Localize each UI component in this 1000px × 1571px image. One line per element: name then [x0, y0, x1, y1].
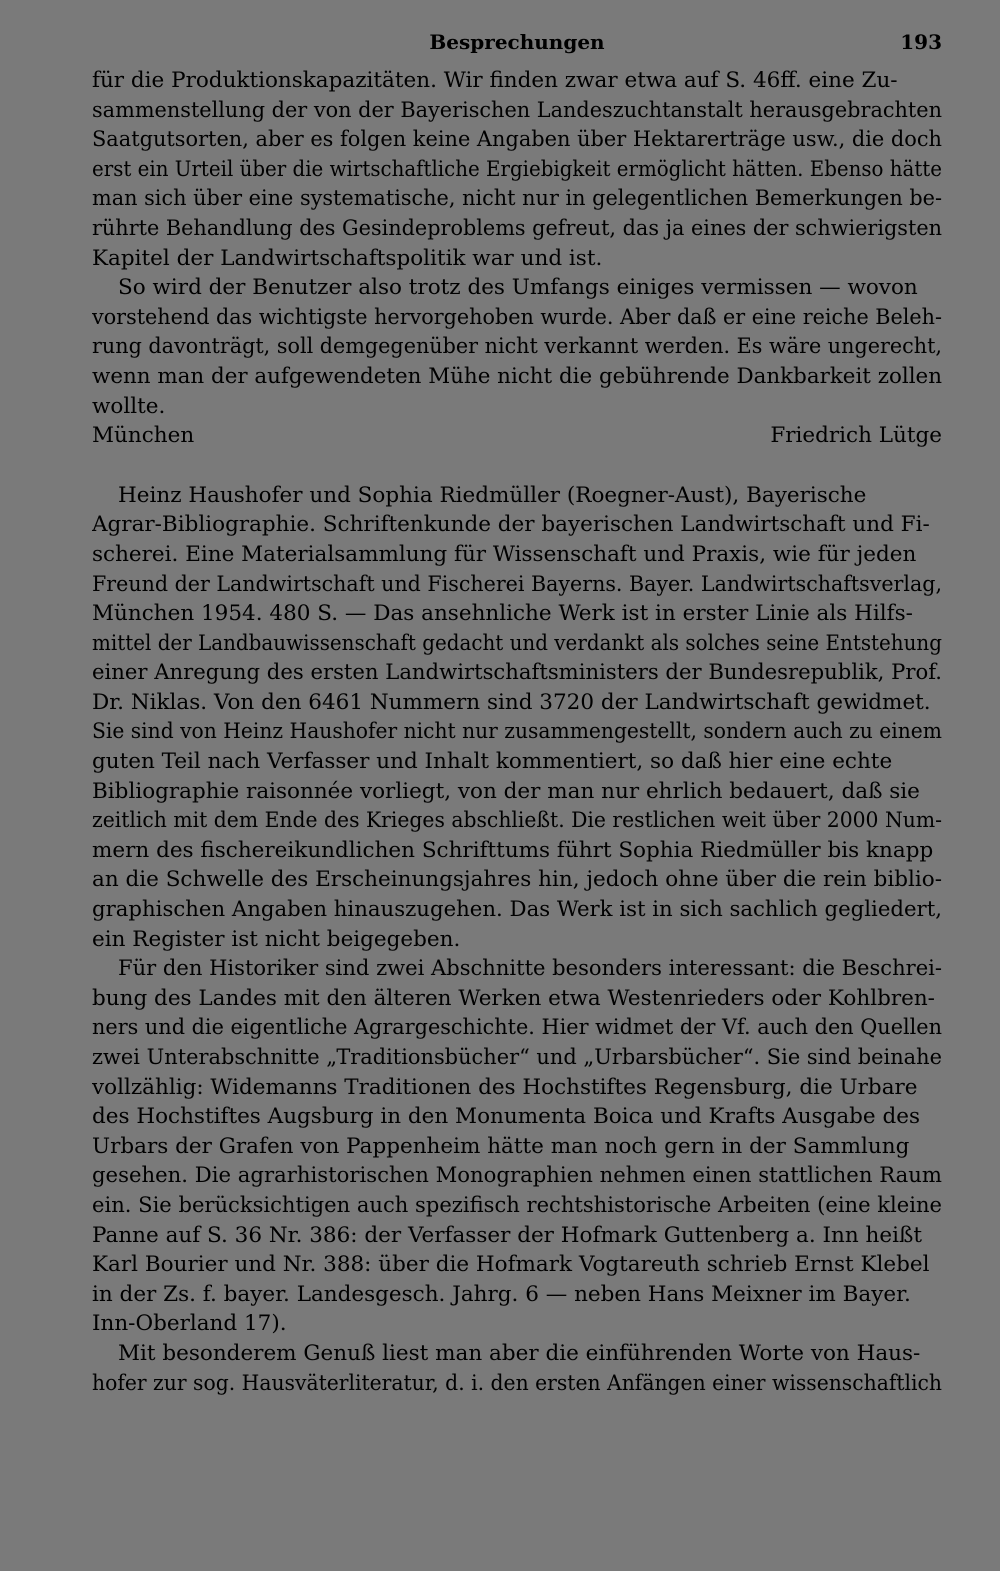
- text-line: Mit besonderem Genuß liest man aber die einführenden Worte von Haus-: [118, 1340, 921, 1366]
- text-line: zeitlich mit dem Ende des Krieges abschließt. Die restlichen weit über 2000 Num-: [92, 808, 942, 834]
- text-line: Inn-Oberland 17).: [92, 1311, 287, 1337]
- page: [92, 26, 942, 1398]
- text-line: wenn man der aufgewendeten Mühe nicht die gebührende Dankbarkeit zollen: [92, 363, 942, 389]
- text-line: ein. Sie berücksichtigen auch spezifisch rechtshistorische Arbeiten (eine kleine: [92, 1192, 942, 1218]
- text-line: Urbars der Grafen von Pappenheim hätte man noch gern in der Sammlung: [92, 1133, 910, 1159]
- text-line: ein Register ist nicht beigegeben.: [92, 926, 461, 952]
- text-line: mittel der Landbauwissenschaft gedacht und verdankt als solches seine Entstehung: [92, 630, 942, 656]
- text-line: Sie sind von Heinz Haushofer nicht nur zusammengestellt, sondern auch zu einem: [92, 719, 942, 745]
- text-line: Für den Historiker sind zwei Abschnitte besonders interessant: die Beschrei-: [118, 956, 942, 982]
- review-paragraph-1: [92, 481, 942, 955]
- text-line: in der Zs. f. bayer. Landesgesch. Jahrg. 6 — neben Hans Meixner im Bayer.: [92, 1281, 911, 1307]
- text-line: des Hochstiftes Augsburg in den Monumenta Boica und Krafts Ausgabe des: [92, 1104, 921, 1130]
- text-line: graphischen Angaben hinauszugehen. Das Werk ist in sich sachlich gegliedert,: [92, 897, 942, 923]
- text-line: Panne auf S. 36 Nr. 386: der Verfasser der Hofmark Guttenberg a. Inn heißt: [92, 1222, 922, 1248]
- text-line: einer Anregung des ersten Landwirtschaftsministers der Bundesrepublik, Prof.: [92, 660, 942, 686]
- text-line: scherei. Eine Materialsammlung für Wissenschaft und Praxis, wie für jeden: [92, 541, 917, 567]
- reviewer-place: München: [92, 423, 195, 449]
- text-line: ners und die eigentliche Agrargeschichte. Hier widmet der Vf. auch den Quellen: [92, 1015, 942, 1041]
- text-line: München 1954. 480 S. — Das ansehnliche Werk ist in erster Linie als Hilfs-: [92, 601, 913, 627]
- text-line: Freund der Landwirtschaft und Fischerei Bayerns. Bayer. Landwirtschaftsverlag,: [92, 571, 942, 597]
- text-line: rührte Behandlung des Gesindeproblems gefreut, das ja eines der schwierigsten: [92, 215, 942, 241]
- text-line: rung davonträgt, soll demgegenüber nicht verkannt werden. Es wäre ungerecht,: [92, 334, 942, 360]
- text-line: Dr. Niklas. Von den 6461 Nummern sind 3720 der Landwirtschaft gewidmet.: [92, 689, 931, 715]
- signature-line: [92, 421, 942, 451]
- page-number: 193: [900, 30, 942, 54]
- review-paragraph-3: [92, 1339, 942, 1398]
- text-line: Kapitel der Landwirtschaftspolitik war und ist.: [92, 245, 603, 271]
- text-line: sammenstellung der von der Bayerischen Landeszuchtanstalt herausgebrachten: [92, 97, 942, 123]
- text-line: erst ein Urteil über die wirtschaftliche Ergiebigkeit ermöglicht hätten. Ebenso hätte: [92, 156, 942, 182]
- previous-review-ending: [92, 66, 942, 451]
- text-line: guten Teil nach Verfasser und Inhalt kommentiert, so daß hier eine echte: [92, 749, 893, 775]
- text-line: vorstehend das wichtigste hervorgehoben wurde. Aber daß er eine reiche Beleh-: [92, 304, 942, 330]
- text-line: man sich über eine systematische, nicht nur in gelegentlichen Bemerkungen be-: [92, 186, 942, 212]
- running-title: Besprechungen: [429, 30, 605, 54]
- text-line: an die Schwelle des Erscheinungsjahres hin, jedoch ohne über die rein biblio-: [92, 867, 942, 893]
- text-line: bung des Landes mit den älteren Werken etwa Westenrieders oder Kohlbren-: [92, 985, 935, 1011]
- review-paragraph-2: [92, 954, 942, 1339]
- text-line: mern des fischereikundlichen Schrifttums führt Sophia Riedmüller bis knapp: [92, 837, 934, 863]
- text-line: zwei Unterabschnitte „Traditionsbücher“ und „Urbarsbücher“. Sie sind beinahe: [92, 1045, 942, 1070]
- text-line: Agrar-Bibliographie. Schriftenkunde der bayerischen Landwirtschaft und Fi-: [92, 512, 930, 538]
- text-line: Saatgutsorten, aber es folgen keine Angaben über Hektarerträge usw., die doch: [92, 127, 942, 153]
- text-line: für die Produktionskapazitäten. Wir finden zwar etwa auf S. 46ff. eine Zu-: [92, 68, 898, 93]
- text-line: vollzählig: Widemanns Traditionen des Hochstiftes Regensburg, die Urbare: [92, 1074, 918, 1100]
- section-gap: [92, 451, 942, 481]
- text-line: So wird der Benutzer also trotz des Umfangs einiges vermissen — wovon: [118, 275, 918, 301]
- reviewer-name: Friedrich Lütge: [770, 423, 942, 449]
- text-line: wollte.: [92, 393, 166, 419]
- text-line: Karl Bourier und Nr. 388: über die Hofmark Vogtareuth schrieb Ernst Klebel: [92, 1252, 930, 1278]
- text-line: hofer zur sog. Hausväterliteratur, d. i. den ersten Anfängen einer wissenschaftlich: [92, 1370, 942, 1396]
- text-line: Heinz Haushofer und Sophia Riedmüller (Roegner-Aust), Bayerische: [118, 482, 867, 508]
- text-line: gesehen. Die agrarhistorischen Monographien nehmen einen stattlichen Raum: [92, 1163, 942, 1189]
- running-header: [92, 26, 942, 66]
- text-line: Bibliographie raisonnée vorliegt, von der man nur ehrlich bedauert, daß sie: [92, 778, 920, 804]
